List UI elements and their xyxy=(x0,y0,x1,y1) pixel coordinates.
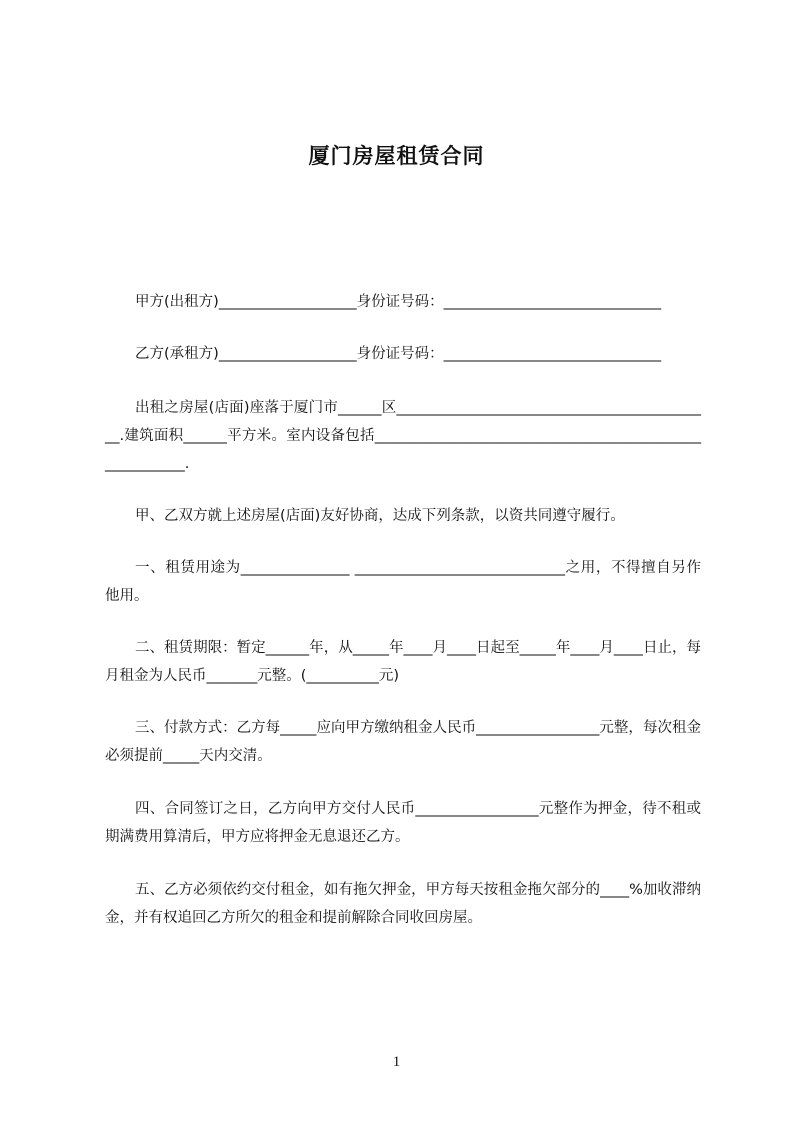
clause-4: 四、合同签订之日，乙方向甲方交付人民币_________________元整作为押金，待不租或期满费用算清后，甲方应将押金无息退还乙方。 xyxy=(105,801,701,845)
clause-2: 二、租赁期限：暂定______年，从_____年____月____日起至_____年____月____日止，每月租金为人民币_______元整。(__________元) xyxy=(105,640,701,684)
clause-3: 三、付款方式：乙方每_____应向甲方缴纳租金人民币_________________元整，每次租金必须提前_____天内交清。 xyxy=(105,720,701,764)
document-title: 厦门房屋租赁合同 xyxy=(308,144,485,168)
page-number: 1 xyxy=(392,1054,401,1070)
clause-1: 一、租赁用途为_______________ _____________________________之用，不得擅自另作他用。 xyxy=(105,560,701,604)
property-paragraph: 出租之房屋(店面)座落于厦门市______区____________________________________________.建筑面积______平方米。室内设备包括________________________________________________________. xyxy=(105,400,701,472)
clause-5: 五、乙方必须依约交付租金，如有拖欠押金，甲方每天按租金拖欠部分的____%加收滞纳金，并有权追回乙方所欠的租金和提前解除合同收回房屋。 xyxy=(105,882,701,926)
party-a-line: 甲方(出租方)___________________身份证号码：______________________________ xyxy=(135,294,662,310)
preamble-paragraph: 甲、乙双方就上述房屋(店面)友好协商，达成下列条款，以资共同遵守履行。 xyxy=(135,508,625,524)
party-b-line: 乙方(承租方)___________________身份证号码：______________________________ xyxy=(135,346,662,362)
